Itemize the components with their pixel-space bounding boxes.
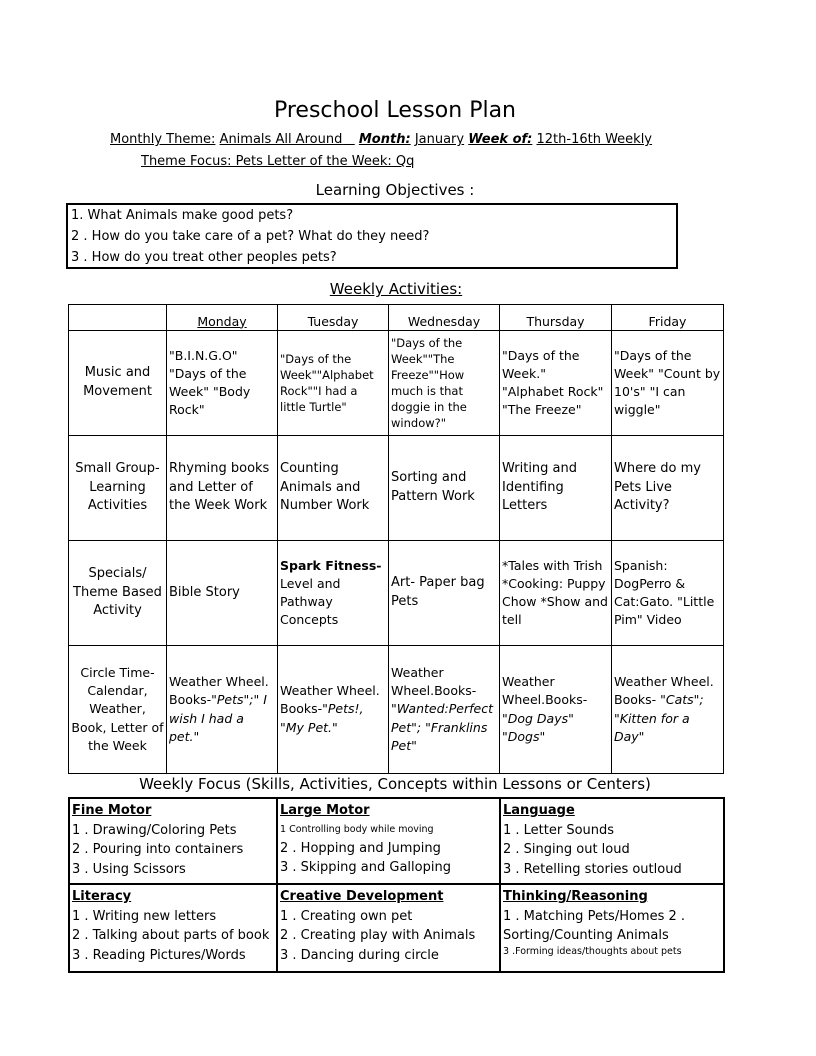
cell-music-monday: "B.I.N.G.O" "Days of the Week" "Body Rock" <box>167 331 278 436</box>
cell-circle-wednesday: Weather Wheel.Books-"Wanted:Perfect Pet"; "Franklins Pet" <box>389 646 500 774</box>
week-label: Week of: <box>468 132 533 147</box>
row-label-specials: Specials/ Theme Based Activity <box>69 541 167 646</box>
thinking-reasoning-title: Thinking/Reasoning <box>503 889 648 904</box>
weekly-activities-table <box>68 304 724 774</box>
focus-creative-development: Creative Development 1 . Creating own pet 2 . Creating play with Animals 3 . Dancing during circle <box>277 884 500 972</box>
objective-item: 2 . How do you take care of a pet? What do they need? <box>71 229 430 244</box>
day-header-thursday: Thursday <box>500 305 612 331</box>
week-value: 12th-16th Weekly <box>536 132 653 147</box>
objectives-box <box>66 203 678 269</box>
focus-language: Language 1 . Letter Sounds 2 . Singing out loud 3 . Retelling stories outloud <box>500 798 724 884</box>
row-label-music: Music and Movement <box>69 331 167 436</box>
cell-music-friday: "Days of the Week" "Count by 10's" "I can wiggle" <box>612 331 724 436</box>
fine-motor-title: Fine Motor <box>72 803 152 818</box>
cell-smallgroup-tuesday: Counting Animals and Number Work <box>278 436 389 541</box>
focus-thinking-reasoning: Thinking/Reasoning 1 . Matching Pets/Homes 2 . Sorting/Counting Animals 3 .Forming ideas/thoughts about pets <box>500 884 724 972</box>
cell-smallgroup-friday: Where do my Pets Live Activity? <box>612 436 724 541</box>
day-header-monday: Monday <box>167 305 278 331</box>
weekly-activities-heading: Weekly Activities: <box>329 280 463 298</box>
row-label-small-group: Small Group- Learning Activities <box>69 436 167 541</box>
table-row <box>69 436 724 541</box>
table-row <box>69 646 724 774</box>
page-title: Preschool Lesson Plan <box>273 98 517 123</box>
creative-development-title: Creative Development <box>280 889 444 904</box>
cell-smallgroup-wednesday: Sorting and Pattern Work <box>389 436 500 541</box>
cell-circle-monday: Weather Wheel. Books-"Pets";" I wish I had a pet." <box>167 646 278 774</box>
focus-large-motor: Large Motor 1 Controlling body while moving 2 . Hopping and Jumping 3 . Skipping and Galloping <box>277 798 500 884</box>
theme-focus-line: Theme Focus: Pets Letter of the Week: Qq <box>141 154 415 169</box>
cell-specials-friday: Spanish: DogPerro & Cat:Gato. "Little Pim" Video <box>612 541 724 646</box>
table-row <box>69 798 724 884</box>
cell-specials-thursday: *Tales with Trish *Cooking: Puppy Chow *Show and tell <box>500 541 612 646</box>
cell-circle-thursday: Weather Wheel.Books-"Dog Days" "Dogs" <box>500 646 612 774</box>
cell-music-thursday: "Days of the Week." "Alphabet Rock" "The Freeze" <box>500 331 612 436</box>
focus-fine-motor: Fine Motor 1 . Drawing/Coloring Pets 2 . Pouring into containers 3 . Using Scissors <box>69 798 277 884</box>
cell-music-tuesday: "Days of the Week""Alphabet Rock""I had a little Turtle" <box>278 331 389 436</box>
cell-specials-tuesday: Spark Fitness- Level and Pathway Concepts <box>278 541 389 646</box>
table-row <box>69 541 724 646</box>
month-value: January <box>414 132 465 147</box>
objective-item: 3 . How do you treat other peoples pets? <box>71 250 337 265</box>
cell-music-wednesday: "Days of the Week""The Freeze""How much is that doggie in the window?" <box>389 331 500 436</box>
table-header-row <box>69 305 724 331</box>
monthly-theme-label: Monthly Theme: <box>110 132 216 147</box>
corner-cell <box>69 305 167 331</box>
table-row <box>69 331 724 436</box>
day-header-wednesday: Wednesday <box>389 305 500 331</box>
objectives-heading: Learning Objectives : <box>315 181 475 199</box>
cell-circle-friday: Weather Wheel. Books- "Cats"; "Kitten for a Day" <box>612 646 724 774</box>
month-label: Month: <box>358 132 411 147</box>
large-motor-title: Large Motor <box>280 803 370 818</box>
row-label-circle-time: Circle Time- Calendar, Weather, Book, Letter of the Week <box>69 646 167 774</box>
day-header-tuesday: Tuesday <box>278 305 389 331</box>
theme-line <box>110 132 652 147</box>
day-header-friday: Friday <box>612 305 724 331</box>
cell-smallgroup-monday: Rhyming books and Letter of the Week Work <box>167 436 278 541</box>
cell-specials-wednesday: Art- Paper bag Pets <box>389 541 500 646</box>
objective-item: 1. What Animals make good pets? <box>71 208 294 223</box>
table-row <box>69 884 724 972</box>
cell-circle-tuesday: Weather Wheel. Books-"Pets!, "My Pet." <box>278 646 389 774</box>
cell-smallgroup-thursday: Writing and Identifing Letters <box>500 436 612 541</box>
cell-specials-monday: Bible Story <box>167 541 278 646</box>
weekly-focus-heading: Weekly Focus (Skills, Activities, Concepts within Lessons or Centers) <box>139 775 651 793</box>
literacy-title: Literacy <box>72 889 132 904</box>
weekly-focus-table <box>68 797 725 973</box>
monthly-theme-value: Animals All Around <box>219 132 343 147</box>
focus-literacy: Literacy 1 . Writing new letters 2 . Talking about parts of book 3 . Reading Pictures/Words <box>69 884 277 972</box>
spark-fitness-label: Spark Fitness- <box>280 557 382 573</box>
language-title: Language <box>503 803 575 818</box>
